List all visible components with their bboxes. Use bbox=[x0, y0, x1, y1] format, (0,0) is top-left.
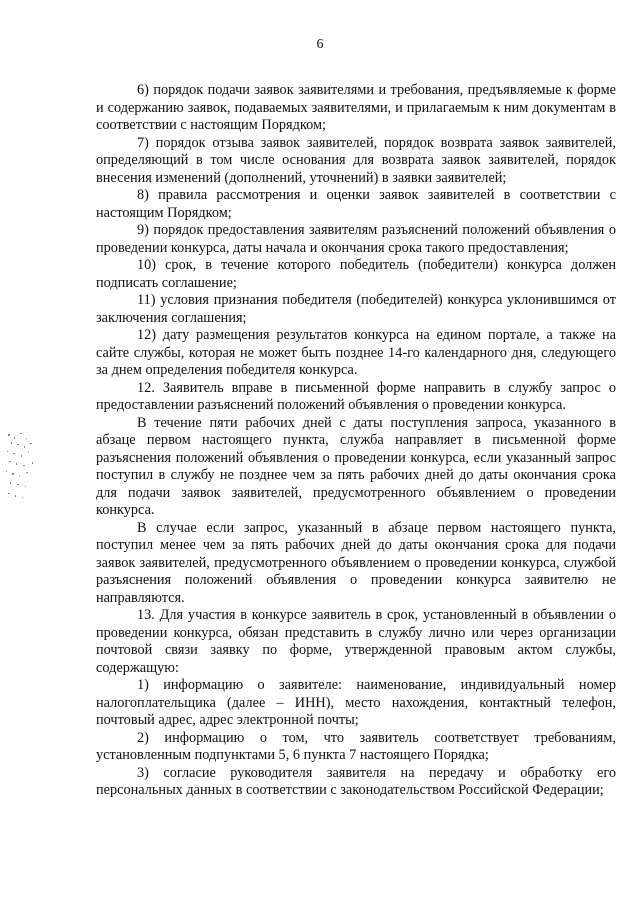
clause-12-paragraph-2: В течение пяти рабочих дней с даты поступления запроса, указанного в абзаце первом настоящего пункта, служба направляет в письменной форме разъяснения положений объявления о проведении конкурса, если указанный запрос поступил в службу не позднее чем за пять рабочих дней до даты окончания срока для подачи заявок заявителей, предусмотренного объявлением о проведении конкурса. bbox=[96, 414, 616, 518]
clause-12-paragraph-3: В случае если запрос, указанный в абзаце первом настоящего пункта, поступил менее чем за пять рабочих дней до даты окончания срока для подачи заявок заявителей, предусмотренного объявлением о проведении конкурса, службой разъяснения положений объявления о проведении конкурса заявителю не направляются. bbox=[96, 519, 616, 606]
clause-13-item-2: 2) информацию о том, что заявитель соответствует требованиям, установленным подпунктами 5, 6 пункта 7 настоящего Порядка; bbox=[96, 729, 616, 763]
page-number: 6 bbox=[316, 37, 324, 52]
list-item-7: 7) порядок отзыва заявок заявителей, порядок возврата заявок заявителей, определяющий в том числе основания для возврата заявок заявителей, порядок внесения изменений (дополнений, уточнений) в заявки заявителей; bbox=[96, 134, 616, 186]
clause-13: 13. Для участия в конкурсе заявитель в срок, установленный в объявлении о проведении конкурса, обязан представить в службу лично или через организации почтовой связи заявку по форме, утвержденной правовым актом службы, содержащую: bbox=[96, 607, 616, 676]
list-item-8: 8) правила рассмотрения и оценки заявок заявителей в соответствии с настоящим Порядком; bbox=[96, 187, 616, 221]
clause-13-item-3: 3) согласие руководителя заявителя на передачу и обработку его персональных данных в соответствии с законодательством Российской Федерации; bbox=[96, 764, 616, 798]
list-item-10: 10) срок, в течение которого победитель (победители) конкурса должен подписать соглашение; bbox=[96, 257, 616, 291]
clause-12: 12. Заявитель вправе в письменной форме направить в службу запрос о предоставлении разъяснений положений объявления о проведении конкурса. bbox=[96, 379, 616, 413]
list-item-12: 12) дату размещения результатов конкурса на едином портале, а также на сайте службы, которая не может быть позднее 14-го календарного дня, следующего за днем определения победителя конкурса. bbox=[96, 327, 616, 378]
document-body bbox=[96, 82, 616, 800]
list-item-11: 11) условия признания победителя (победителей) конкурса уклонившимся от заключения соглашения; bbox=[96, 292, 616, 326]
list-item-9: 9) порядок предоставления заявителям разъяснений положений объявления о проведении конкурса, даты начала и окончания срока такого предоставления; bbox=[96, 222, 616, 256]
list-item-6: 6) порядок подачи заявок заявителями и требования, предъявляемые к форме и содержанию заявок, подаваемых заявителями, и прилагаемым к ним документам в соответствии с настоящим Порядком; bbox=[96, 82, 616, 133]
clause-13-item-1: 1) информацию о заявителе: наименование, индивидуальный номер налогоплательщика (далее – ИНН), место нахождения, контактный телефон, почтовый адрес, адрес электронной почты; bbox=[96, 677, 616, 728]
scan-artifact-marks bbox=[4, 432, 42, 502]
